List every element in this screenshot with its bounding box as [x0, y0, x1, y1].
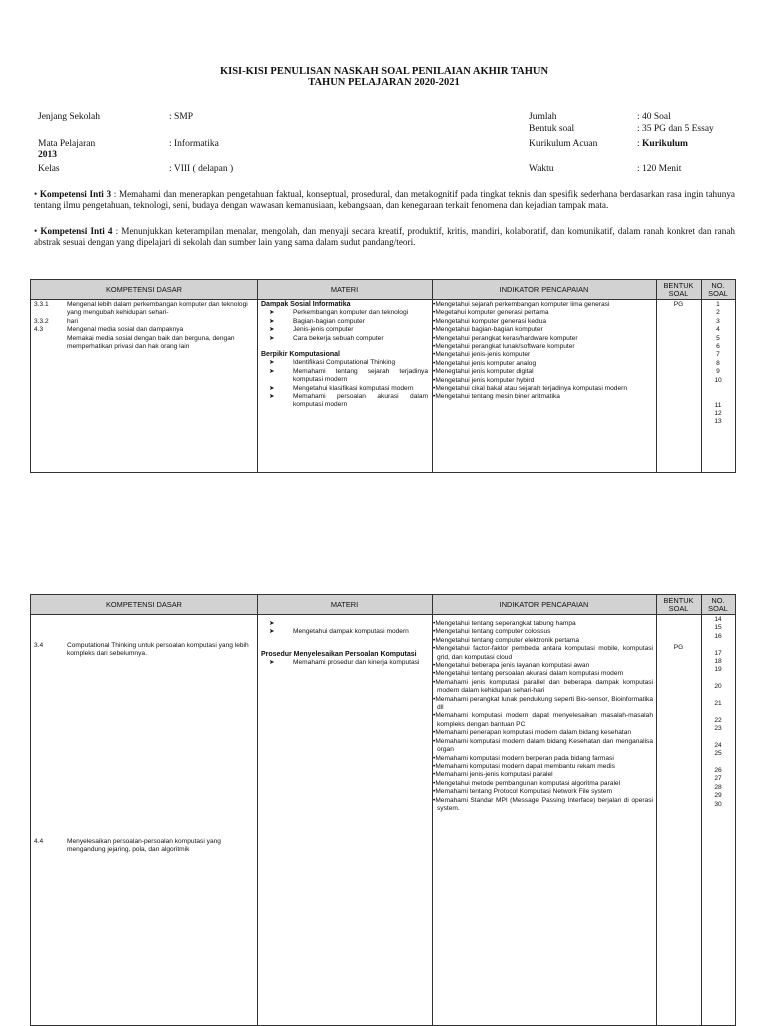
column-divider [656, 595, 657, 1025]
bullet-icon: • [433, 662, 436, 670]
indikator-item: •Mengetahui beberapa jenis layanan komputasi awan [433, 662, 590, 670]
soal-number [701, 692, 735, 700]
indikator-item: •Mengetahui jenis komputer hybird [433, 376, 535, 384]
arrow-icon: ➤ [269, 628, 275, 636]
soal-number: 30 [714, 800, 722, 808]
kd-text: Memakai media sosial dengan baik dan berguna, dengan memperhatikan privasi dan hak orang lain [67, 334, 235, 351]
arrow-icon: ➤ [269, 359, 275, 367]
soal-number: 26 [714, 767, 722, 775]
soal-number: 5 [716, 334, 720, 342]
soal-number: 14 [714, 616, 722, 623]
indikator-item: •Mengetahui metode pembangunan komputasi algoritma paralel [433, 779, 621, 787]
kd-text: Mengenal media sosial dan dampaknya [67, 326, 184, 334]
soal-number: 16 [714, 632, 722, 640]
arrow-icon: ➤ [269, 334, 275, 342]
soal-number: 9 [716, 368, 720, 376]
indikator-item: •Mengetahui komputer generasi kedua [433, 317, 547, 325]
soal-number: 7 [716, 351, 720, 359]
header-materi: MATERI [257, 280, 432, 300]
materi-item: ➤ Jenis-jenis computer [269, 326, 354, 334]
materi-cell [261, 301, 428, 410]
column-divider [257, 595, 258, 1025]
arrow-icon: ➤ [269, 317, 275, 325]
indikator-item: •Memahami Standar MPI (Message Passing Interface) berjalan di operasi system. [433, 796, 653, 812]
indikator-item: •Mengetahui tentang mesin biner aritmatika [433, 393, 560, 401]
bullet-icon: • [433, 351, 436, 359]
ki4-paragraph [34, 226, 735, 248]
soal-number: 20 [714, 683, 722, 691]
soal-number: 21 [714, 699, 722, 707]
arrow-icon: ➤ [269, 620, 275, 627]
indikator-item: •Memahami jenis-jenis komputasi paralel [433, 771, 553, 779]
indikator-cell [433, 301, 653, 402]
bullet-icon: • [433, 359, 436, 367]
jenjang-label: Jenjang Sekolah [38, 112, 101, 122]
soal-number: 3 [716, 317, 720, 325]
kisi-table-1 [30, 279, 736, 473]
kd-entry [34, 335, 254, 352]
materi-item: ➤ Mengetahui klasifikasi komputasi modern [269, 384, 414, 392]
soal-number: 29 [714, 792, 722, 800]
bullet-icon: • [433, 385, 436, 393]
arrow-icon: ➤ [269, 384, 275, 392]
soal-number [701, 641, 735, 649]
materi-item: ➤ Memahami persoalan akurasi dalam komputasi modern [269, 393, 428, 409]
bentuk-cell: PG [673, 644, 684, 651]
header-bentuk: BENTUK SOAL [656, 595, 701, 615]
ki4-text: : Menunjukkan keterampilan menalar, mengolah, dan menyaji secara kreatif, produktif, kritis, mandiri, kolaboratif, dan komunikatif, dalam ranah konkret dan ranah abstrak sesuai dengan yang dipelajari di sekolah dan sumber lain yang sama dalam sudut pandang/teori. [34, 226, 736, 248]
soal-number: 4 [716, 326, 720, 334]
bullet-icon: • [433, 712, 436, 720]
bullet-icon: • [433, 636, 436, 644]
indikator-item: •Mengetahui tentang computer elektronik pertama [433, 636, 579, 644]
soal-number: 25 [714, 750, 722, 758]
kelas-value: : VIII ( delapan ) [169, 164, 234, 174]
document-subtitle: TAHUN PELAJARAN 2020-2021 [308, 77, 460, 88]
indikator-item: •Mengetahui bagian-bagian komputer [433, 326, 543, 334]
header-no: NO. SOAL [701, 280, 735, 300]
bullet-icon: • [433, 368, 436, 376]
soal-number: 1 [716, 301, 720, 308]
bullet-icon: • [433, 678, 436, 686]
indikator-item: •Mengetahui factor-faktor pembeda antara komputasi mobile, komputasi grid, dan komputasi cloud [433, 645, 653, 661]
materi-item: ➤ Memahami tentang sejarah terjadinya komputasi modern [269, 367, 428, 384]
soal-number [701, 393, 735, 401]
kd-cell [34, 301, 254, 351]
materi-heading: Dampak Sosial Informatika [261, 301, 351, 308]
bullet-icon: • [433, 695, 436, 703]
kd-text: Menyelesaikan persoalan-persoalan komputasi yang mengandung jejaring, pola, dan algoritmik [67, 838, 221, 854]
kd-cell [34, 642, 254, 659]
bentuk-value: : 35 PG dan 5 Essay [637, 124, 714, 134]
mapel-label: Mata Pelajaran [38, 139, 96, 149]
kurikulum-label: Kurikulum Acuan [529, 139, 598, 149]
indikator-cell [433, 620, 653, 813]
soal-number: 28 [714, 783, 722, 791]
kelas-label: Kelas [38, 164, 60, 174]
kd-code [34, 335, 67, 352]
ki3-text: : Memahami dan menerapkan pengetahuan faktual, konseptual, prosedural, dan metakognitif pada tingkat teknis dan spesifik sederhana berdasarkan rasa ingin tahunya tentang ilmu pengetahuan, teknologi, seni, budaya dengan wawasan kemanusiaan, kebangsaan, dan kenegaraan terkait fenomena dan kejadian tampak mata. [34, 189, 735, 211]
kd-code: 3.3.1 [34, 301, 49, 308]
column-divider [257, 280, 258, 472]
indikator-item: •Memahami perangkat lunak pendukung seperti Bio-sensor, Bioinformatika dll [433, 695, 653, 712]
soal-number [701, 385, 735, 393]
header-indikator: INDIKATOR PENCAPAIAN [432, 280, 656, 300]
header-kd: KOMPETENSI DASAR [31, 595, 257, 615]
header-kd: KOMPETENSI DASAR [31, 280, 257, 300]
bullet-icon: • [433, 334, 436, 342]
bullet-icon: • [433, 301, 436, 308]
jumlah-value: : 40 Soal [637, 112, 671, 122]
materi-heading: Prosedur Menyelesaikan Persoalan Komputasi [261, 650, 417, 658]
bullet-icon: • [433, 326, 436, 334]
header-no: NO. SOAL [701, 595, 735, 615]
jumlah-label: Jumlah [529, 112, 557, 122]
kd-entry [34, 301, 254, 318]
indikator-item: •Mengetahui tentang computer colossus [433, 628, 551, 636]
soal-number [701, 759, 735, 767]
bentuk-cell: PG [673, 301, 684, 308]
bullet-icon: • [433, 762, 436, 770]
bullet-icon: • [433, 645, 436, 653]
kurikulum-year: 2013 [38, 150, 57, 160]
mapel-value: : Informatika [169, 139, 219, 149]
ki3-paragraph [34, 189, 735, 211]
soal-number: 8 [716, 359, 720, 367]
kd-code: 4.4 [34, 838, 44, 845]
soal-number: 22 [714, 716, 722, 724]
kd-entry [34, 642, 254, 659]
bentuk-label: Bentuk soal [529, 124, 575, 134]
materi-item: ➤ Cara bekerja sebuah computer [269, 334, 384, 342]
materi-cell [261, 620, 428, 668]
soal-number: 27 [714, 775, 722, 783]
soal-number: 15 [714, 624, 722, 632]
arrow-icon: ➤ [269, 393, 275, 401]
bullet-icon: • [433, 771, 436, 779]
indikator-item: •Memahami penerapan komputasi modern dalam bidang kesehatan [433, 729, 632, 737]
indikator-item: •Memahami komputasi modern dapat membantu rekam medis [433, 762, 615, 770]
kd-code: 3.4 [34, 642, 44, 649]
indikator-item: •Mengetahui perangkat lunak/software komputer [433, 343, 575, 351]
kurikulum-value-row [637, 139, 688, 150]
kisi-table-2 [30, 594, 736, 1026]
arrow-icon: ➤ [269, 326, 275, 334]
bullet-icon: • [34, 189, 40, 199]
header-materi: MATERI [257, 595, 432, 615]
soal-number: 19 [714, 666, 722, 674]
no-soal-cell [701, 616, 735, 809]
soal-number: 18 [714, 657, 722, 665]
no-soal-cell [701, 301, 735, 427]
kd-cell [34, 838, 254, 855]
waktu-value: : 120 Menit [637, 164, 682, 174]
bullet-icon: • [433, 620, 436, 627]
kd-code: 3.3.2 [34, 317, 49, 325]
soal-number: 17 [714, 649, 722, 657]
soal-number: 10 [714, 376, 722, 384]
indikator-item: •Memahami komputasi modern dapat menyelesaikan masalah-masalah kompleks dengan bantuan PC [433, 712, 653, 728]
materi-item: ➤ Mengetahui dampak komputasi modern [269, 628, 409, 636]
ki3-label: Kompetensi Inti 3 [39, 189, 112, 199]
kd-text: Mengenal lebih dalam perkembangan komputer dan teknologi yang mengubah kehidupan sehari- [67, 301, 248, 317]
indikator-item: •Mengetahui jenis komputer analog [433, 359, 537, 367]
jenjang-value: : SMP [169, 112, 194, 122]
kurikulum-value: Kurikulum [642, 139, 688, 149]
arrow-icon: ➤ [269, 659, 275, 667]
document-title: KISI-KISI PENULISAN NASKAH SOAL PENILAIAN AKHIR TAHUN [219, 66, 549, 77]
bullet-icon: • [433, 729, 436, 737]
bullet-icon: • [433, 779, 436, 787]
soal-number: 2 [716, 309, 720, 317]
indikator-item: •Mengetahui perangkat keras/hardware komputer [433, 334, 578, 342]
bullet-icon: • [433, 796, 436, 804]
materi-item: ➤ Memahami prosedur dan kinerja komputasi [269, 659, 420, 667]
bullet-icon: • [433, 309, 436, 317]
bullet-icon: • [34, 226, 41, 236]
soal-number: 6 [716, 342, 720, 350]
soal-number: 12 [714, 410, 722, 418]
materi-item: ➤ Bagian-bagian computer [269, 317, 365, 325]
materi-item: ➤ Identifikasi Computational Thinking [269, 359, 396, 367]
header-bentuk: BENTUK SOAL [656, 280, 701, 300]
indikator-item: •Mengetahui sejarah perkembangan komputer lima generasi [433, 301, 610, 308]
kd-entry [34, 838, 254, 855]
indikator-item: •Mengetahui cikal bakal atau sejarah terjadinya komputasi modern [433, 385, 628, 393]
kd-code: 4.3 [34, 326, 44, 334]
indikator-item: •Memahami komputasi modern dalam bidang Kesehatan dan menganalisa organ [433, 737, 653, 754]
bullet-icon: • [433, 670, 436, 678]
arrow-icon: ➤ [269, 309, 275, 317]
indikator-item: •Memahami tentang Protocol Komputasi Network File system [433, 788, 612, 796]
indikator-item: •Mengetahui tentang seperangkat tabung hampa [433, 620, 576, 627]
indikator-item: •Mengetahui jenis-jenis komputer [433, 351, 531, 359]
bullet-icon: • [433, 376, 436, 384]
materi-item [261, 620, 428, 628]
materi-heading: Berpikir Komputasional [261, 351, 340, 359]
materi-item: ➤ Perkembangan komputer dan teknologi [269, 309, 409, 317]
indikator-item: •Megetahui komputer generasi pertama [433, 309, 549, 317]
soal-number: 11 [714, 401, 722, 409]
soal-number [701, 675, 735, 683]
kd-entry [34, 326, 254, 334]
kd-text: Computational Thinking untuk persoalan komputasi yang lebih kompleks dari sebelumnya. [67, 642, 249, 658]
soal-number: 23 [714, 725, 722, 733]
soal-number: 24 [714, 741, 722, 749]
bullet-icon: • [433, 737, 436, 745]
ki4-label: Kompetensi Inti 4 [40, 226, 113, 236]
bullet-icon: • [433, 788, 436, 796]
bullet-icon: • [433, 343, 436, 351]
header-indikator: INDIKATOR PENCAPAIAN [432, 595, 656, 615]
soal-number [701, 733, 735, 741]
bullet-icon: • [433, 393, 436, 401]
bullet-icon: • [433, 628, 436, 636]
soal-number: 13 [714, 418, 722, 426]
kd-text: hari [67, 317, 78, 325]
indikator-item: •Memahami jenis komputasi parallel dan beberapa dampak komputasi modern dalam kehidupan sehari-hari [433, 678, 653, 695]
arrow-icon: ➤ [269, 367, 275, 375]
bullet-icon: • [433, 754, 436, 762]
soal-number [701, 708, 735, 716]
indikator-item: •Menegtahui jenis komputer digital [433, 368, 534, 376]
indikator-item: •Mengetahui tentang persoalan akurasi dalam komputasi modern [433, 670, 624, 678]
waktu-label: Waktu [529, 164, 554, 174]
indikator-item: •Memahami komputasi modern berperan pada bidang farmasi [433, 754, 614, 762]
kurikulum-sep: : [637, 139, 643, 149]
bullet-icon: • [433, 317, 436, 325]
kd-entry [34, 318, 254, 326]
